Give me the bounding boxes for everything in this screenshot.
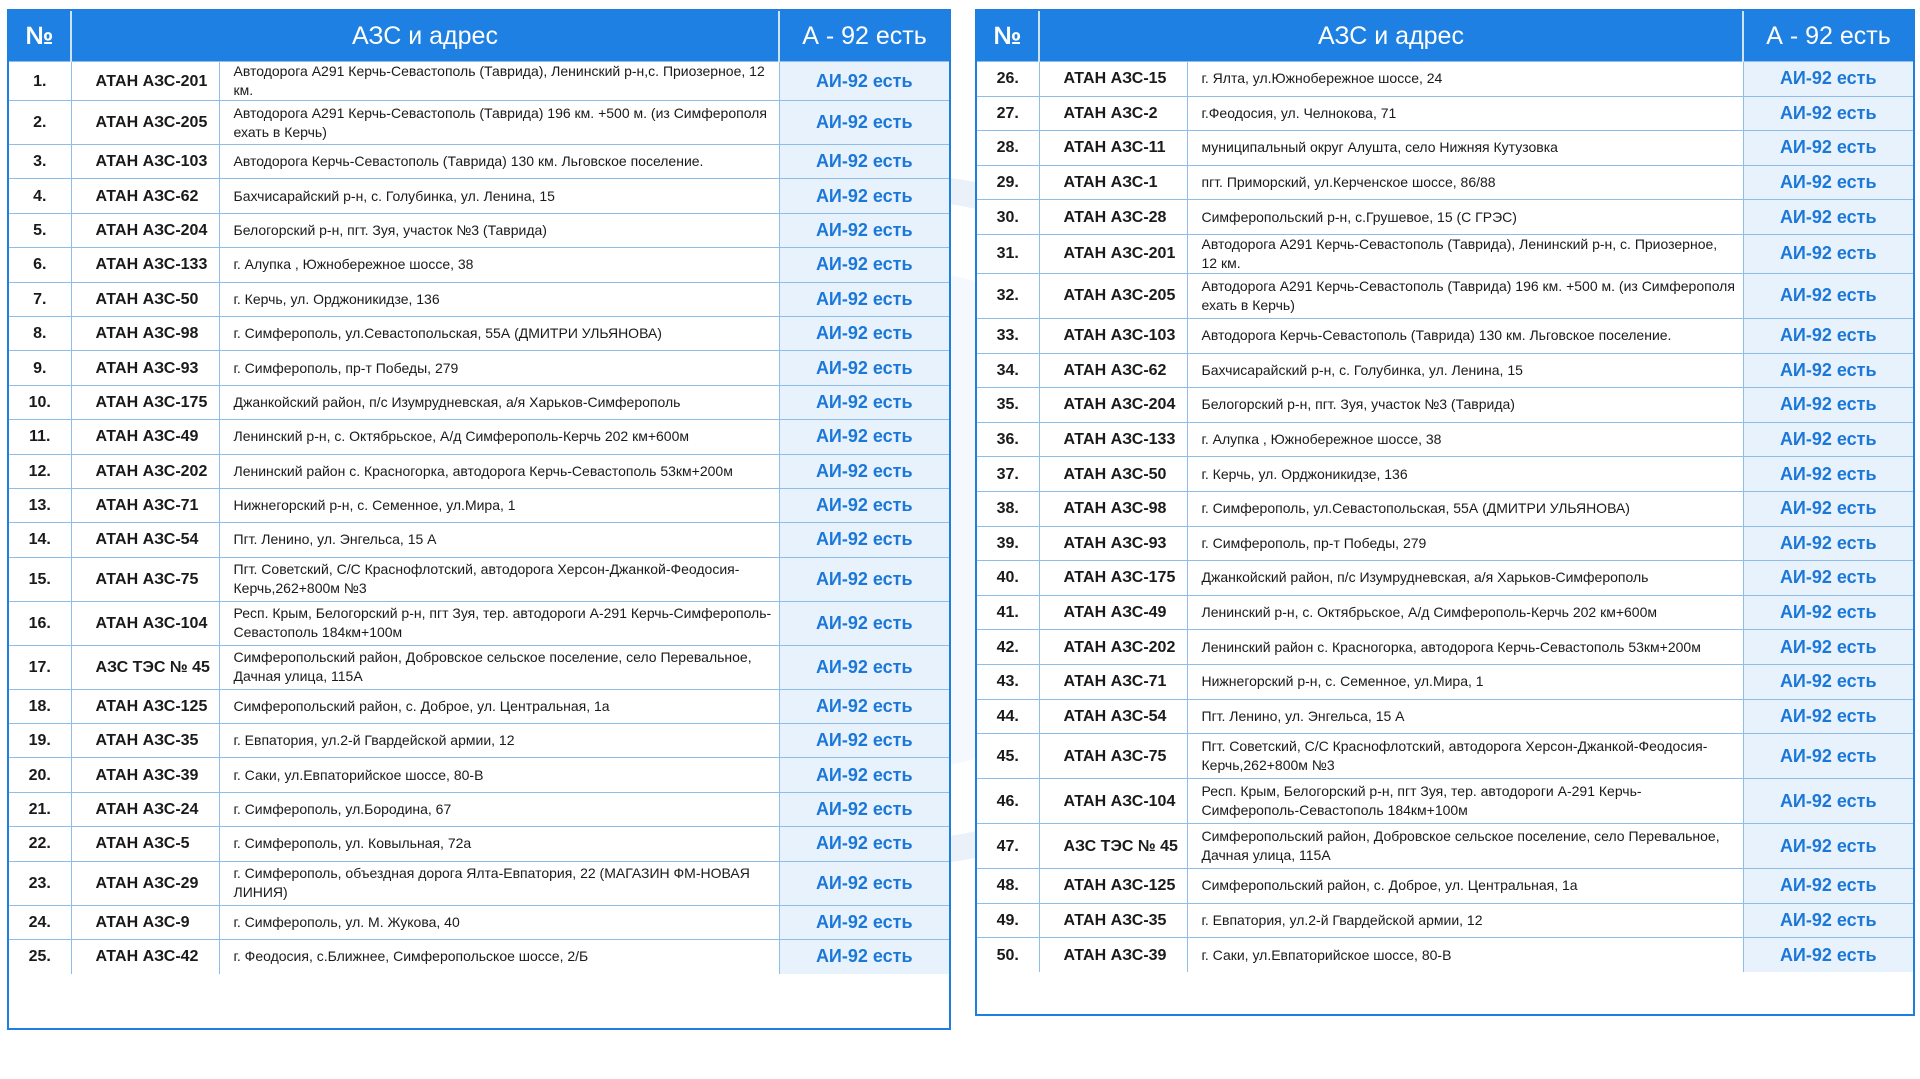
station-name: АТАН АЗС-54 [71, 523, 219, 557]
station-name: АТАН АЗС-35 [1039, 903, 1187, 938]
fuel-status: АИ-92 есть [1743, 200, 1913, 235]
station-name: АТАН АЗС-125 [1039, 869, 1187, 904]
station-address: Симферопольский район, Добровское сельское поселение, село Перевальное, Дачная улица, 115А [219, 645, 779, 689]
station-address: Автодорога А291 Керчь-Севастополь (Таврида) 196 км. +500 м. (из Симферополя ехать в Керчь) [1187, 273, 1743, 318]
station-name: АТАН АЗС-62 [1039, 353, 1187, 388]
row-number: 40. [977, 561, 1039, 596]
row-number: 24. [9, 905, 71, 939]
station-address: Нижнегорский р-н, с. Семенное, ул.Мира, 1 [1187, 664, 1743, 699]
station-name: АТАН АЗС-175 [1039, 561, 1187, 596]
table-body-left [9, 62, 949, 974]
row-number: 50. [977, 938, 1039, 973]
header-fuel: А - 92 есть [779, 11, 949, 62]
table-row [977, 630, 1913, 665]
station-name: АТАН АЗС-75 [1039, 734, 1187, 779]
table-row [9, 101, 949, 145]
station-address: Пгт. Советский, С/С Краснофлотский, автодорога Херсон-Джанкой-Феодосия-Керчь,262+800м №3 [219, 557, 779, 601]
table-row [977, 131, 1913, 166]
table-row [977, 273, 1913, 318]
station-address: Белогорский р-н, пгт. Зуя, участок №3 (Таврида) [1187, 388, 1743, 423]
station-name: АТАН АЗС-54 [1039, 699, 1187, 734]
row-number: 1. [9, 62, 71, 101]
table-row [9, 792, 949, 826]
row-number: 30. [977, 200, 1039, 235]
station-name: АТАН АЗС-28 [1039, 200, 1187, 235]
station-name: АТАН АЗС-202 [1039, 630, 1187, 665]
row-number: 45. [977, 734, 1039, 779]
station-address: Автодорога А291 Керчь-Севастополь (Таврида) 196 км. +500 м. (из Симферополя ехать в Керчь) [219, 101, 779, 145]
table-row [977, 699, 1913, 734]
table-row [9, 282, 949, 316]
row-number: 41. [977, 595, 1039, 630]
station-name: АТАН АЗС-71 [71, 488, 219, 522]
station-name: АТАН АЗС-5 [71, 827, 219, 861]
station-address: Респ. Крым, Белогорский р-н, пгт Зуя, тер. автодороги А-291 Керчь-Симферополь-Севастополь 184км+100м [219, 601, 779, 645]
fuel-status: АИ-92 есть [779, 601, 949, 645]
station-address: Джанкойский район, п/с Изумрудневская, а/я Харьков-Симферополь [1187, 561, 1743, 596]
station-name: АТАН АЗС-175 [71, 385, 219, 419]
station-name: АТАН АЗС-204 [1039, 388, 1187, 423]
station-name: АТАН АЗС-39 [1039, 938, 1187, 973]
station-address: г. Симферополь, ул. М. Жукова, 40 [219, 905, 779, 939]
table-row [9, 316, 949, 350]
row-number: 21. [9, 792, 71, 826]
table-row [977, 200, 1913, 235]
row-number: 34. [977, 353, 1039, 388]
fuel-status: АИ-92 есть [779, 940, 949, 974]
station-name: АТАН АЗС-39 [71, 758, 219, 792]
fuel-status: АИ-92 есть [1743, 353, 1913, 388]
row-number: 9. [9, 351, 71, 385]
table-row [9, 179, 949, 213]
station-name: АТАН АЗС-50 [1039, 457, 1187, 492]
station-name: АТАН АЗС-103 [71, 145, 219, 179]
station-name: АТАН АЗС-29 [71, 861, 219, 905]
table-row [9, 420, 949, 454]
row-number: 49. [977, 903, 1039, 938]
row-number: 6. [9, 248, 71, 282]
table-row [977, 869, 1913, 904]
station-address: г. Симферополь, ул.Севастопольская, 55А (ДМИТРИ УЛЬЯНОВА) [219, 316, 779, 350]
table-row [977, 165, 1913, 200]
fuel-status: АИ-92 есть [779, 101, 949, 145]
station-address: г. Саки, ул.Евпаторийское шоссе, 80-В [219, 758, 779, 792]
table-row [9, 689, 949, 723]
station-address: Симферопольский район, с. Доброе, ул. Центральная, 1а [1187, 869, 1743, 904]
table-row [977, 595, 1913, 630]
station-address: г.Феодосия, ул. Челнокова, 71 [1187, 96, 1743, 131]
fuel-status: АИ-92 есть [1743, 938, 1913, 973]
row-number: 48. [977, 869, 1039, 904]
station-name: АТАН АЗС-11 [1039, 131, 1187, 166]
fuel-status: АИ-92 есть [1743, 903, 1913, 938]
station-address: г. Симферополь, ул. Ковыльная, 72а [219, 827, 779, 861]
header-number: № [9, 11, 71, 62]
row-number: 10. [9, 385, 71, 419]
row-number: 4. [9, 179, 71, 213]
table-row [977, 318, 1913, 353]
station-name: АТАН АЗС-15 [1039, 62, 1187, 97]
table-row [977, 734, 1913, 779]
fuel-status: АИ-92 есть [1743, 131, 1913, 166]
table-header-row [977, 11, 1913, 62]
fuel-status: АИ-92 есть [1743, 664, 1913, 699]
table-row [9, 758, 949, 792]
row-number: 44. [977, 699, 1039, 734]
table-row [9, 62, 949, 101]
table-row [977, 422, 1913, 457]
fuel-status: АИ-92 есть [1743, 62, 1913, 97]
station-address: г. Симферополь, ул.Бородина, 67 [219, 792, 779, 826]
table-row [977, 353, 1913, 388]
row-number: 19. [9, 724, 71, 758]
station-name: АТАН АЗС-98 [71, 316, 219, 350]
fuel-status: АИ-92 есть [779, 827, 949, 861]
station-name: АТАН АЗС-42 [71, 940, 219, 974]
fuel-status: АИ-92 есть [779, 905, 949, 939]
fuel-status: АИ-92 есть [779, 454, 949, 488]
station-address: Бахчисарайский р-н, с. Голубинка, ул. Ленина, 15 [219, 179, 779, 213]
fuel-status: АИ-92 есть [779, 145, 949, 179]
fuel-status: АИ-92 есть [1743, 318, 1913, 353]
station-name: АТАН АЗС-71 [1039, 664, 1187, 699]
row-number: 32. [977, 273, 1039, 318]
fuel-status: АИ-92 есть [779, 62, 949, 101]
fuel-status: АИ-92 есть [779, 645, 949, 689]
station-address: г. Алупка , Южнобережное шоссе, 38 [1187, 422, 1743, 457]
station-name: АТАН АЗС-133 [1039, 422, 1187, 457]
station-name: АТАН АЗС-133 [71, 248, 219, 282]
fuel-status: АИ-92 есть [779, 351, 949, 385]
station-name: АТАН АЗС-24 [71, 792, 219, 826]
header-fuel: А - 92 есть [1743, 11, 1913, 62]
station-address: Ленинский район с. Красногорка, автодорога Керчь-Севастополь 53км+200м [219, 454, 779, 488]
station-address: Ленинский р-н, с. Октябрьское, А/д Симферополь-Керчь 202 км+600м [219, 420, 779, 454]
station-address: г. Ялта, ул.Южнобережное шоссе, 24 [1187, 62, 1743, 97]
fuel-status: АИ-92 есть [779, 523, 949, 557]
row-number: 29. [977, 165, 1039, 200]
station-address: г. Феодосия, с.Ближнее, Симферопольское шоссе, 2/Б [219, 940, 779, 974]
table-row [9, 601, 949, 645]
table-row [977, 903, 1913, 938]
fuel-status: АИ-92 есть [1743, 734, 1913, 779]
station-name: АЗС ТЭС № 45 [71, 645, 219, 689]
station-address: Пгт. Ленино, ул. Энгельса, 15 А [219, 523, 779, 557]
fuel-status: АИ-92 есть [1743, 491, 1913, 526]
fuel-status: АИ-92 есть [1743, 869, 1913, 904]
station-name: АТАН АЗС-35 [71, 724, 219, 758]
station-address: Автодорога А291 Керчь-Севастополь (Таврида), Ленинский р-н, с. Приозерное, 12 км. [1187, 234, 1743, 273]
row-number: 28. [977, 131, 1039, 166]
table-row [9, 724, 949, 758]
row-number: 46. [977, 779, 1039, 824]
row-number: 2. [9, 101, 71, 145]
fuel-status: АИ-92 есть [779, 316, 949, 350]
row-number: 43. [977, 664, 1039, 699]
row-number: 15. [9, 557, 71, 601]
station-name: АТАН АЗС-202 [71, 454, 219, 488]
station-address: Ленинский р-н, с. Октябрьское, А/д Симферополь-Керчь 202 км+600м [1187, 595, 1743, 630]
table-row [977, 664, 1913, 699]
table-row [9, 905, 949, 939]
fuel-status: АИ-92 есть [779, 792, 949, 826]
station-address: Автодорога А291 Керчь-Севастополь (Таврида), Ленинский р-н,с. Приозерное, 12 км. [219, 62, 779, 101]
station-address: г. Керчь, ул. Орджоникидзе, 136 [219, 282, 779, 316]
table-row [977, 388, 1913, 423]
fuel-status: АИ-92 есть [779, 179, 949, 213]
fuel-status: АИ-92 есть [779, 213, 949, 247]
row-number: 36. [977, 422, 1039, 457]
table-row [9, 861, 949, 905]
fuel-status: АИ-92 есть [1743, 422, 1913, 457]
row-number: 25. [9, 940, 71, 974]
row-number: 27. [977, 96, 1039, 131]
row-number: 33. [977, 318, 1039, 353]
header-number: № [977, 11, 1039, 62]
fuel-status: АИ-92 есть [779, 488, 949, 522]
station-name: АТАН АЗС-204 [71, 213, 219, 247]
table-row [977, 561, 1913, 596]
header-station-address: АЗС и адрес [1039, 11, 1743, 62]
fuel-status: АИ-92 есть [1743, 234, 1913, 273]
fuel-status: АИ-92 есть [1743, 165, 1913, 200]
row-number: 47. [977, 824, 1039, 869]
row-number: 11. [9, 420, 71, 454]
station-address: г. Симферополь, ул.Севастопольская, 55А (ДМИТРИ УЛЬЯНОВА) [1187, 491, 1743, 526]
row-number: 3. [9, 145, 71, 179]
station-address: г. Керчь, ул. Орджоникидзе, 136 [1187, 457, 1743, 492]
row-number: 31. [977, 234, 1039, 273]
station-address: Бахчисарайский р-н, с. Голубинка, ул. Ленина, 15 [1187, 353, 1743, 388]
table-row [9, 248, 949, 282]
table-row [9, 827, 949, 861]
station-name: АТАН АЗС-62 [71, 179, 219, 213]
fuel-status: АИ-92 есть [779, 724, 949, 758]
station-name: АТАН АЗС-93 [71, 351, 219, 385]
station-address: Симферопольский район, с. Доброе, ул. Центральная, 1а [219, 689, 779, 723]
station-name: АЗС ТЭС № 45 [1039, 824, 1187, 869]
station-name: АТАН АЗС-75 [71, 557, 219, 601]
station-address: г. Алупка , Южнобережное шоссе, 38 [219, 248, 779, 282]
row-number: 20. [9, 758, 71, 792]
station-name: АТАН АЗС-98 [1039, 491, 1187, 526]
row-number: 13. [9, 488, 71, 522]
row-number: 37. [977, 457, 1039, 492]
table-row [9, 557, 949, 601]
table-row [977, 234, 1913, 273]
station-name: АТАН АЗС-49 [1039, 595, 1187, 630]
station-name: АТАН АЗС-201 [1039, 234, 1187, 273]
table-row [9, 385, 949, 419]
fuel-status: АИ-92 есть [779, 282, 949, 316]
station-name: АТАН АЗС-93 [1039, 526, 1187, 561]
station-name: АТАН АЗС-205 [71, 101, 219, 145]
station-address: г. Саки, ул.Евпаторийское шоссе, 80-В [1187, 938, 1743, 973]
fuel-status: АИ-92 есть [1743, 824, 1913, 869]
table-row [9, 351, 949, 385]
station-name: АТАН АЗС-103 [1039, 318, 1187, 353]
station-address: Пгт. Ленино, ул. Энгельса, 15 А [1187, 699, 1743, 734]
fuel-status: АИ-92 есть [1743, 779, 1913, 824]
table-body-right [977, 62, 1913, 973]
row-number: 22. [9, 827, 71, 861]
stations-table-left [7, 9, 951, 1030]
row-number: 23. [9, 861, 71, 905]
fuel-status: АИ-92 есть [1743, 699, 1913, 734]
station-address: г. Евпатория, ул.2-й Гвардейской армии, 12 [219, 724, 779, 758]
row-number: 12. [9, 454, 71, 488]
station-name: АТАН АЗС-205 [1039, 273, 1187, 318]
row-number: 26. [977, 62, 1039, 97]
fuel-status: АИ-92 есть [1743, 273, 1913, 318]
row-number: 7. [9, 282, 71, 316]
station-name: АТАН АЗС-201 [71, 62, 219, 101]
table-row [977, 96, 1913, 131]
station-address: Автодорога Керчь-Севастополь (Таврида) 130 км. Льговское поселение. [1187, 318, 1743, 353]
station-address: Автодорога Керчь-Севастополь (Таврида) 130 км. Льговское поселение. [219, 145, 779, 179]
table-row [977, 779, 1913, 824]
station-name: АТАН АЗС-2 [1039, 96, 1187, 131]
station-address: Симферопольский р-н, с.Грушевое, 15 (С ГРЭС) [1187, 200, 1743, 235]
station-address: Пгт. Советский, С/С Краснофлотский, автодорога Херсон-Джанкой-Феодосия-Керчь,262+800м №3 [1187, 734, 1743, 779]
station-address: Респ. Крым, Белогорский р-н, пгт Зуя, тер. автодороги А-291 Керчь-Симферополь-Севастополь 184км+100м [1187, 779, 1743, 824]
row-number: 38. [977, 491, 1039, 526]
station-name: АТАН АЗС-49 [71, 420, 219, 454]
table-row [9, 645, 949, 689]
station-address: муниципальный округ Алушта, село Нижняя Кутузовка [1187, 131, 1743, 166]
station-address: Белогорский р-н, пгт. Зуя, участок №3 (Таврида) [219, 213, 779, 247]
station-address: Нижнегорский р-н, с. Семенное, ул.Мира, 1 [219, 488, 779, 522]
row-number: 16. [9, 601, 71, 645]
table-row [9, 940, 949, 974]
station-address: Ленинский район с. Красногорка, автодорога Керчь-Севастополь 53км+200м [1187, 630, 1743, 665]
row-number: 17. [9, 645, 71, 689]
fuel-status: АИ-92 есть [1743, 388, 1913, 423]
fuel-status: АИ-92 есть [779, 385, 949, 419]
table-row [977, 824, 1913, 869]
station-address: г. Симферополь, пр-т Победы, 279 [1187, 526, 1743, 561]
row-number: 14. [9, 523, 71, 557]
fuel-status: АИ-92 есть [779, 758, 949, 792]
fuel-status: АИ-92 есть [1743, 561, 1913, 596]
stations-table-right [975, 9, 1915, 1016]
station-name: АТАН АЗС-9 [71, 905, 219, 939]
fuel-status: АИ-92 есть [779, 248, 949, 282]
table-row [977, 526, 1913, 561]
table-row [9, 523, 949, 557]
fuel-status: АИ-92 есть [1743, 526, 1913, 561]
station-name: АТАН АЗС-50 [71, 282, 219, 316]
row-number: 35. [977, 388, 1039, 423]
row-number: 5. [9, 213, 71, 247]
fuel-status: АИ-92 есть [1743, 96, 1913, 131]
station-name: АТАН АЗС-1 [1039, 165, 1187, 200]
row-number: 18. [9, 689, 71, 723]
station-name: АТАН АЗС-104 [1039, 779, 1187, 824]
header-station-address: АЗС и адрес [71, 11, 779, 62]
table-row [977, 938, 1913, 973]
table-row [977, 62, 1913, 97]
fuel-status: АИ-92 есть [1743, 630, 1913, 665]
table-row [9, 213, 949, 247]
table-row [977, 457, 1913, 492]
fuel-status: АИ-92 есть [1743, 457, 1913, 492]
table-row [9, 454, 949, 488]
station-address: г. Симферополь, объездная дорога Ялта-Евпатория, 22 (МАГАЗИН ФМ-НОВАЯ ЛИНИЯ) [219, 861, 779, 905]
station-address: Симферопольский район, Добровское сельское поселение, село Перевальное, Дачная улица, 115А [1187, 824, 1743, 869]
fuel-status: АИ-92 есть [779, 861, 949, 905]
row-number: 42. [977, 630, 1039, 665]
station-address: пгт. Приморский, ул.Керченское шоссе, 86/88 [1187, 165, 1743, 200]
station-address: г. Евпатория, ул.2-й Гвардейской армии, 12 [1187, 903, 1743, 938]
row-number: 39. [977, 526, 1039, 561]
table-row [9, 488, 949, 522]
station-name: АТАН АЗС-125 [71, 689, 219, 723]
fuel-status: АИ-92 есть [1743, 595, 1913, 630]
table-header-row [9, 11, 949, 62]
station-address: г. Симферополь, пр-т Победы, 279 [219, 351, 779, 385]
row-number: 8. [9, 316, 71, 350]
fuel-status: АИ-92 есть [779, 557, 949, 601]
station-name: АТАН АЗС-104 [71, 601, 219, 645]
table-row [977, 491, 1913, 526]
table-row [9, 145, 949, 179]
fuel-status: АИ-92 есть [779, 689, 949, 723]
station-address: Джанкойский район, п/с Изумрудневская, а/я Харьков-Симферополь [219, 385, 779, 419]
fuel-status: АИ-92 есть [779, 420, 949, 454]
